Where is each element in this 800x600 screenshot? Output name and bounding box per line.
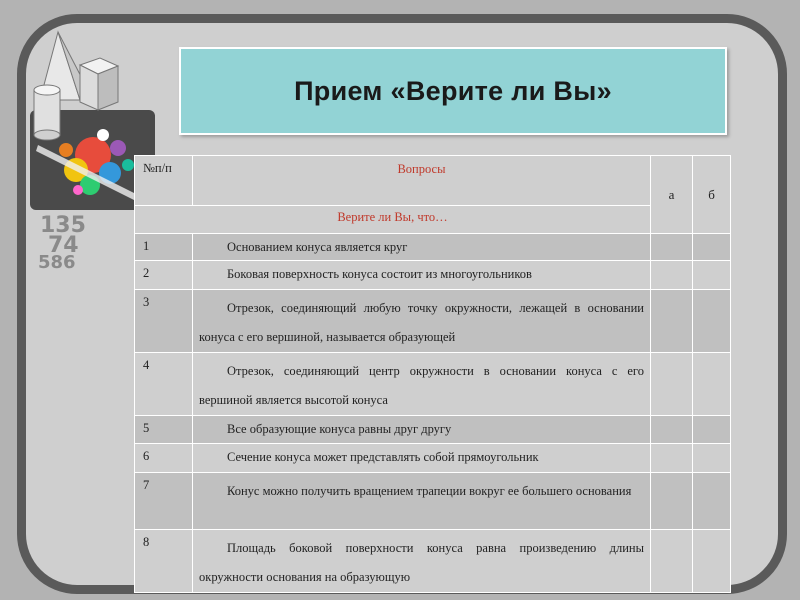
- row-num: 5: [135, 416, 193, 444]
- row-num: 2: [135, 261, 193, 290]
- row-num: 7: [135, 473, 193, 530]
- table-subheader-row: [135, 206, 731, 234]
- table-row: [135, 416, 731, 444]
- questions-table: [134, 155, 731, 593]
- header-questions: Вопросы: [193, 156, 651, 206]
- row-question: Сечение конуса может представлять собой прямоугольник: [227, 450, 539, 464]
- title-banner: [179, 47, 727, 135]
- header-b: б: [693, 156, 731, 234]
- row-answer-a: [651, 473, 693, 530]
- table-row: [135, 444, 731, 473]
- row-answer-b: [693, 444, 731, 473]
- row-answer-a: [651, 290, 693, 353]
- row-num: 1: [135, 234, 193, 261]
- row-answer-b: [693, 353, 731, 416]
- table-row: [135, 290, 731, 353]
- table-row: [135, 353, 731, 416]
- header-a: а: [651, 156, 693, 234]
- row-num: 8: [135, 530, 193, 593]
- row-question: Все образующие конуса равны друг другу: [227, 422, 452, 436]
- row-answer-b: [693, 290, 731, 353]
- row-num: 4: [135, 353, 193, 416]
- decor-digits-mid: 74: [48, 233, 79, 258]
- row-answer-a: [651, 261, 693, 290]
- table-row: [135, 473, 731, 530]
- row-question: Основанием конуса является круг: [227, 240, 408, 254]
- header-num: №п/п: [135, 156, 193, 206]
- row-answer-a: [651, 416, 693, 444]
- slide-title: Прием «Верите ли Вы»: [294, 75, 612, 106]
- table-header-row: [135, 156, 731, 206]
- row-num: 3: [135, 290, 193, 353]
- row-answer-b: [693, 234, 731, 261]
- decor-digits-top: 135: [40, 213, 86, 238]
- decor-digits-bottom: 586: [38, 252, 76, 270]
- row-answer-a: [651, 444, 693, 473]
- row-answer-b: [693, 530, 731, 593]
- row-question: Конус можно получить вращением трапеции вокруг ее большего основания: [227, 484, 632, 498]
- row-answer-b: [693, 416, 731, 444]
- table-row: [135, 261, 731, 290]
- row-answer-a: [651, 530, 693, 593]
- table-row: [135, 234, 731, 261]
- row-question: Боковая поверхность конуса состоит из многоугольников: [227, 267, 532, 281]
- row-answer-b: [693, 473, 731, 530]
- row-question: Отрезок, соединяющий любую точку окружности, лежащей в основании конуса с его вершиной, называется образующей: [199, 301, 644, 344]
- subheader: Верите ли Вы, что…: [135, 206, 651, 234]
- row-answer-b: [693, 261, 731, 290]
- row-answer-a: [651, 353, 693, 416]
- row-answer-a: [651, 234, 693, 261]
- row-question: Отрезок, соединяющий центр окружности в основании конуса с его вершиной является высотой конуса: [199, 364, 644, 407]
- table-row: [135, 530, 731, 593]
- row-question: Площадь боковой поверхности конуса равна произведению длины окружности основания на образующую: [199, 541, 644, 584]
- row-num: 6: [135, 444, 193, 473]
